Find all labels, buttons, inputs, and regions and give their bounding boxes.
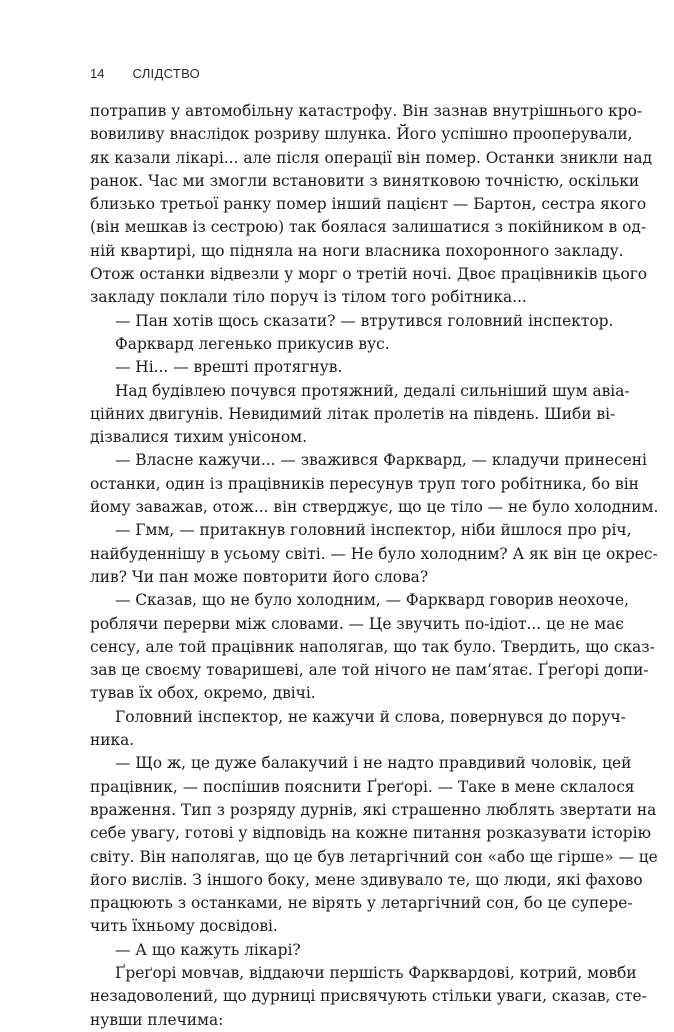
text-line: — Пан хотів щось сказати? — втрутився головний інспектор.	[115, 311, 614, 330]
text-line: Над будівлею почувся протяжний, дедалі сильніший шум авіа-	[115, 381, 630, 400]
text-line: йому заважав, отож... він стверджує, що це тіло — не було холодним.	[90, 498, 659, 517]
text-line: Ґреґорі мовчав, віддаючи першість Фарквардові, котрий, мовби	[115, 963, 637, 982]
text-line: — Що ж, це дуже балакучий і не надто правдивий чоловік, цей	[115, 754, 632, 773]
text-line: вовиливу внаслідок розриву шлунка. Його успішно прооперували,	[90, 125, 633, 144]
text-line: останки, один із працівників пересунув труп того робітника, бо він	[90, 474, 639, 493]
text-line: ранок. Час ми змогли встановити з винятковою точністю, оскільки	[90, 171, 640, 190]
text-line: — Власне кажучи... — зважився Фарквард, — кладучи принесені	[115, 451, 647, 470]
text-line: незадоволений, що дурниці присвячують стільки уваги, сказав, сте-	[90, 987, 647, 1006]
text-line: чить їхньому досвідові.	[90, 917, 278, 936]
text-line: Фарквард легенько прикусив вус.	[115, 334, 390, 353]
text-line: лив? Чи пан може повторити його слова?	[90, 567, 429, 586]
text-line: найбуденнішу в усьому світі. — Не було холодним? А як він це окрес-	[90, 544, 658, 563]
page-header	[90, 66, 200, 86]
text-line: Головний інспектор, не кажучи й слова, повернувся до поруч-	[115, 707, 626, 726]
text-line: потрапив у автомобільну катастрофу. Він зазнав внутрішнього кро-	[90, 102, 643, 120]
text-line: його вислів. З іншого боку, мене здивувало те, що люди, які фахово	[90, 870, 643, 889]
text-line: ній квартирі, що підняла на ноги власника похоронного закладу.	[90, 241, 624, 260]
body-text	[90, 100, 659, 1032]
text-line: дізвалися тихим унісоном.	[90, 428, 307, 447]
text-line: зав це своєму товаришеві, але той нічого не пам’ятає. Ґреґорі допи-	[90, 661, 649, 680]
text-line: себе увагу, готові у відповідь на кожне питання розказувати історію	[90, 824, 651, 843]
text-line: — Ні... — врешті протягнув.	[115, 358, 343, 377]
text-line: працівник, — поспішив пояснити Ґреґорі. — Таке в мене склалося	[90, 777, 635, 796]
text-line: сенсу, але той працівник наполягав, що так було. Твердить, що сказ-	[90, 637, 655, 656]
text-line: близько третьої ранку помер інший пацієнт — Бартон, сестра якого	[90, 195, 647, 214]
text-line: ника.	[90, 731, 135, 750]
text-line: тував їх обох, окремо, двічі.	[90, 684, 316, 703]
running-title: СЛІДСТВО	[132, 66, 201, 81]
text-line: роблячи перерви між словами. — Це звучить по-ідіот... це не має	[90, 614, 625, 633]
text-line: — Сказав, що не було холодним, — Фарквард говорив неохоче,	[115, 591, 630, 610]
text-line: (він мешкав із сестрою) так боялася залишатися з покійником в од-	[90, 218, 647, 237]
text-line: враження. Тип з розряду дурнів, які страшенно люблять звертати на	[90, 800, 657, 819]
text-line: ційних двигунів. Невидимий літак пролетів на південь. Шиби ві-	[90, 404, 616, 423]
text-line: закладу поклали тіло поруч із тілом того робітника...	[90, 288, 527, 307]
text-line: — А що кажуть лікарі?	[115, 940, 301, 959]
text-line: Отож останки відвезли у морг о третій ночі. Двоє працівників цього	[90, 265, 648, 284]
text-line: працюють з останками, не вірять у летаргічний сон, бо це супере-	[90, 894, 633, 913]
text-line: нувши плечима:	[90, 1010, 224, 1029]
text-line: — Гмм, — притакнув головний інспектор, ніби йшлося про річ,	[115, 521, 632, 540]
text-line: світу. Він наполягав, що це був летаргічний сон «або ще гірше» — це	[90, 847, 658, 866]
text-line: як казали лікарі... але після операції він помер. Останки зникли над	[90, 148, 653, 167]
page-number: 14	[90, 66, 105, 81]
